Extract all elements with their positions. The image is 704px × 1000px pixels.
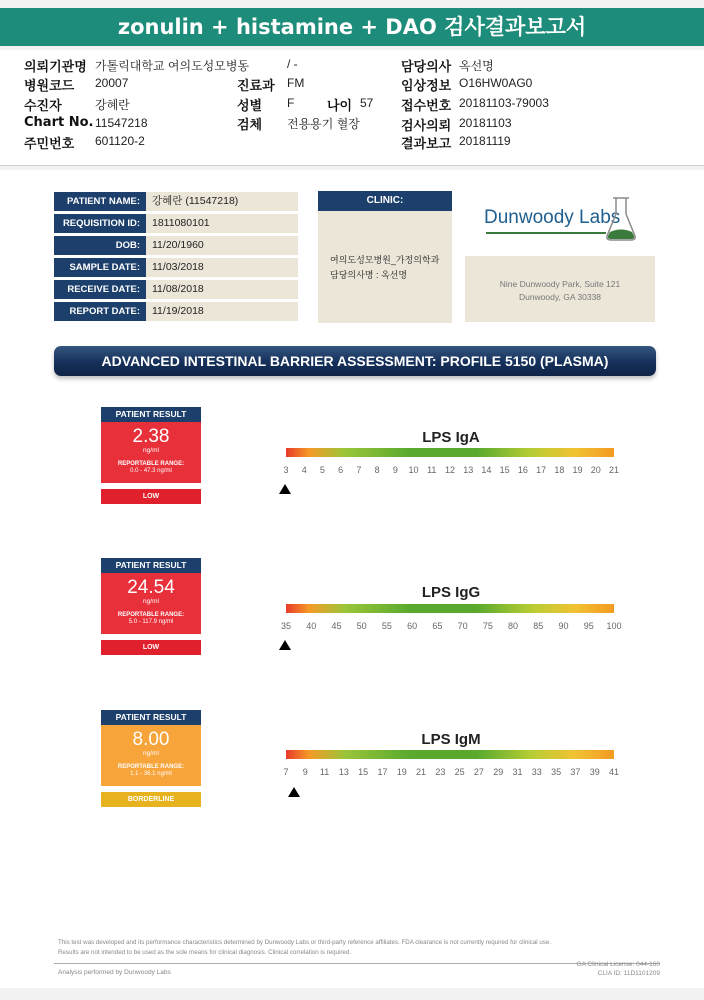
header-label: 접수번호	[401, 99, 452, 114]
tick-label: 65	[432, 621, 443, 631]
age-label: 나이	[327, 99, 353, 114]
result-card-body	[101, 422, 201, 483]
result-card-igm	[101, 710, 201, 807]
tick-label: 17	[377, 767, 388, 777]
header-value: 전용용기 혈장	[287, 117, 360, 131]
sample-date-value: 11/03/2018	[146, 258, 298, 277]
license-line1: GA Clinical License: 044-160	[576, 961, 660, 968]
header-value: 20181119	[459, 134, 511, 148]
header-label: 담당의사	[401, 60, 452, 75]
result-card-header: PATIENT RESULT	[101, 558, 201, 573]
gauge-bar-iga	[286, 448, 614, 457]
result-card-igg	[101, 558, 201, 655]
tick-label: 33	[531, 767, 542, 777]
patient-name-label: PATIENT NAME:	[54, 192, 146, 211]
tick-label: 14	[481, 465, 492, 475]
result-marker-igm	[288, 787, 300, 797]
tick-label: 21	[608, 465, 620, 475]
assessment-banner: ADVANCED INTESTINAL BARRIER ASSESSMENT: PROFILE 5150 (PLASMA)	[54, 346, 656, 376]
tick-label: 9	[392, 465, 398, 475]
dob-label: DOB:	[54, 236, 146, 255]
tick-label: 19	[572, 465, 583, 475]
tick-label: 85	[533, 621, 544, 631]
gauge-bar-igm	[286, 750, 614, 759]
range-label: REPORTABLE RANGE:	[117, 764, 185, 770]
tick-label: 21	[416, 767, 427, 777]
tick-label: 12	[444, 465, 456, 475]
range-value: 0.0 - 47.3 ng/ml	[130, 468, 172, 474]
tick-label: 11	[427, 465, 437, 475]
gauge-bar-igg	[286, 604, 614, 613]
header-label: 병원코드	[24, 79, 75, 94]
result-card-body	[101, 725, 201, 786]
header-label: 결과보고	[401, 137, 452, 152]
header-value: 20181103	[459, 116, 512, 130]
tick-label: 17	[536, 465, 547, 475]
tick-label: 35	[280, 621, 292, 631]
result-card-header: PATIENT RESULT	[101, 407, 201, 422]
disclaimer	[58, 938, 658, 958]
result-card-body	[101, 573, 201, 634]
license-line2: CLIA ID: 11D1101209	[597, 970, 660, 977]
age-value: 57	[360, 96, 374, 110]
header-value: O16HW0AG0	[459, 76, 533, 90]
result-unit: ng/ml	[143, 447, 159, 454]
tick-label: 41	[608, 767, 620, 777]
header-value: 가톨릭대학교 여의도성모병동	[95, 59, 250, 73]
header-label: 검체	[237, 118, 263, 133]
tick-label: 19	[396, 767, 407, 777]
tick-label: 15	[499, 465, 510, 475]
header-value: 20007	[95, 76, 129, 90]
tick-label: 95	[583, 621, 594, 631]
range-value: 1.1 - 36.1 ng/ml	[130, 771, 172, 777]
result-marker-igg	[279, 640, 291, 650]
tick-label: 50	[356, 621, 367, 631]
logo-underline	[486, 232, 606, 234]
header-label: 주민번호	[24, 137, 75, 152]
result-unit: ng/ml	[143, 598, 159, 605]
header-value: 20181103-79003	[459, 96, 549, 110]
tick-label: 4	[301, 465, 307, 475]
header-label: Chart No.	[24, 115, 94, 130]
tick-label: 7	[283, 767, 289, 777]
result-card-header: PATIENT RESULT	[101, 710, 201, 725]
tick-label: 5	[319, 465, 325, 475]
header-info	[0, 50, 704, 166]
tick-label: 10	[408, 465, 419, 475]
clinic-line2: 담당의사명 : 옥선명	[330, 270, 408, 280]
tick-label: 13	[338, 767, 349, 777]
tick-label: 39	[589, 767, 600, 777]
requisition-id-value: 1811080101	[146, 214, 298, 233]
header-value: 11547218	[95, 116, 148, 130]
tick-label: 13	[463, 465, 474, 475]
header-label: 임상정보	[401, 79, 452, 94]
result-value: 2.38	[132, 426, 170, 447]
report-date-value: 11/19/2018	[146, 302, 298, 321]
analysis-note: Analysis performed by Dunwoody Labs	[58, 969, 171, 976]
gauge-title-iga: LPS IgA	[422, 429, 480, 446]
tick-label: 3	[283, 465, 289, 475]
header-value: 옥선명	[459, 59, 494, 73]
result-flag: BORDERLINE	[101, 792, 201, 807]
tick-label: 9	[302, 767, 308, 777]
tick-label: 8	[374, 465, 380, 475]
tick-label: 6	[338, 465, 344, 475]
tick-label: 18	[554, 465, 565, 475]
header-label: 성별	[237, 99, 263, 114]
header-label: 진료과	[237, 79, 275, 94]
receive-date-label: RECEIVE DATE:	[54, 280, 146, 299]
tick-label: 27	[473, 767, 484, 777]
lab-address-line2: Dunwoody, GA 30338	[518, 292, 602, 302]
tick-label: 75	[482, 621, 493, 631]
dob-value: 11/20/1960	[146, 236, 298, 255]
patient-name-value: 강혜란 (11547218)	[146, 192, 298, 211]
tick-label: 60	[407, 621, 418, 631]
result-value: 24.54	[127, 577, 175, 598]
tick-label: 40	[306, 621, 317, 631]
tick-label: 29	[493, 767, 504, 777]
tick-label: 7	[356, 465, 362, 475]
header-value: 강혜란	[95, 98, 130, 112]
receive-date-value: 11/08/2018	[146, 280, 298, 299]
tick-label: 25	[454, 767, 465, 777]
sample-date-label: SAMPLE DATE:	[54, 258, 146, 277]
tick-label: 16	[517, 465, 528, 475]
tick-label: 31	[512, 767, 523, 777]
dunwoody-labs-logo	[480, 194, 640, 244]
header-label: 검사의뢰	[401, 119, 452, 134]
tick-label: 15	[358, 767, 369, 777]
disclaimer-line2: Results are not intended to be used as the sole means for clinical diagnosis. Clinical correlation is required.	[58, 949, 352, 956]
gauge-title-igm: LPS IgM	[421, 731, 481, 748]
report-title: zonulin + histamine + DAO 검사결과보고서	[0, 8, 704, 46]
header-label: 수진자	[24, 99, 62, 114]
header-value: / -	[287, 57, 298, 71]
header-value: F	[287, 96, 295, 110]
range-label: REPORTABLE RANGE:	[117, 612, 185, 618]
clinic-label: CLINIC:	[318, 191, 452, 211]
report-date-label: REPORT DATE:	[54, 302, 146, 321]
gauge-title-igg: LPS IgG	[421, 584, 481, 601]
tick-label: 70	[457, 621, 468, 631]
tick-label: 35	[551, 767, 562, 777]
lab-address	[465, 256, 655, 322]
range-value: 5.0 - 117.9 ng/ml	[128, 619, 174, 625]
range-label: REPORTABLE RANGE:	[117, 461, 185, 467]
tick-label: 100	[606, 621, 622, 631]
lab-name: Dunwoody Labs	[484, 207, 621, 228]
tick-label: 23	[435, 767, 446, 777]
tick-label: 20	[590, 465, 601, 475]
disclaimer-line1: This test was developed and its performance characteristics determined by Dunwoody Labs or third-party reference affiliates. FDA clearance is not currently required for clinical use.	[58, 939, 552, 946]
tick-label: 45	[331, 621, 342, 631]
tick-label: 90	[558, 621, 569, 631]
header-value: 601120-2	[95, 134, 145, 148]
result-card-iga	[101, 407, 201, 504]
header-value: FM	[287, 76, 305, 90]
result-value: 8.00	[132, 729, 170, 750]
license-info	[500, 960, 660, 978]
result-marker-iga	[279, 484, 291, 494]
tick-label: 11	[319, 767, 330, 777]
header-label: 의뢰기관명	[24, 60, 87, 75]
flask-icon	[604, 194, 638, 242]
tick-label: 80	[508, 621, 519, 631]
requisition-id-label: REQUISITION ID:	[54, 214, 146, 233]
clinic-box	[318, 211, 452, 323]
clinic-line1: 여의도성모병원_가정의학과	[330, 255, 440, 265]
result-unit: ng/ml	[143, 750, 159, 757]
result-flag: LOW	[101, 489, 201, 504]
lab-address-line1: Nine Dunwoody Park, Suite 121	[499, 279, 621, 289]
tick-label: 55	[381, 621, 392, 631]
result-flag: LOW	[101, 640, 201, 655]
tick-label: 37	[570, 767, 581, 777]
